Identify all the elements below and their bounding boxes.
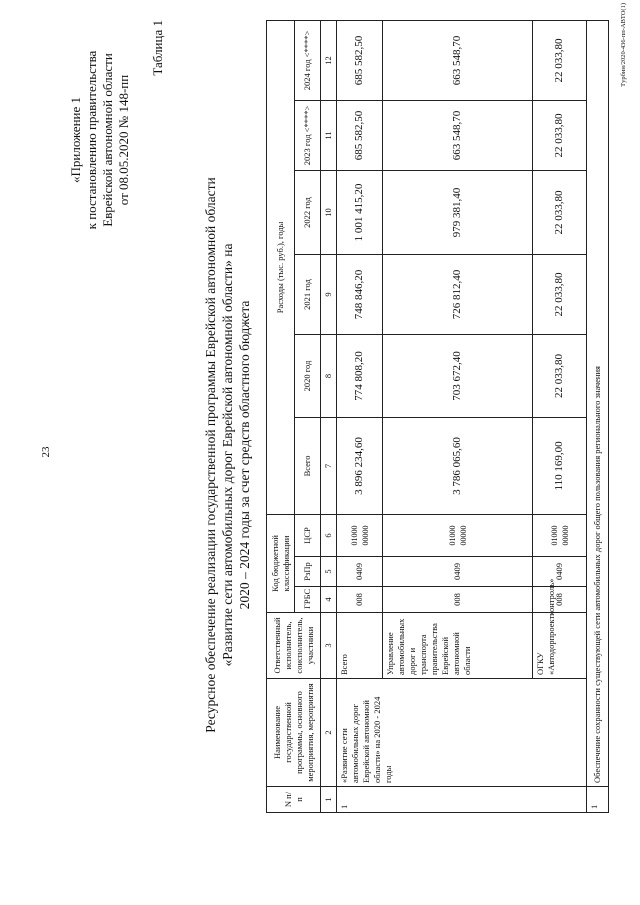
row-2024: 22 033,80 — [533, 20, 587, 100]
header-executor: Ответственный исполнитель, соисполнитель, участники — [267, 613, 321, 679]
table-label: Таблица 1 — [150, 20, 165, 76]
row-executor: ОГКУ «Автодорпроектконтроль» — [533, 613, 587, 679]
header-name: Наименование государственной программы, основного мероприятия, мероприятия — [267, 679, 321, 787]
header-grbs: ГРБС — [295, 587, 321, 613]
row-rzpr: 0409 — [383, 557, 533, 587]
header-2020: 2020 год — [295, 334, 321, 417]
header-2021: 2021 год — [295, 254, 321, 334]
row-2024: 663 548,70 — [383, 20, 533, 100]
appendix-line: «Приложение 1 — [68, 96, 83, 184]
appendix-line: от 08.05.2020 № 148-пп — [116, 74, 131, 206]
program-name: «Развитие сети автомобильных дорог Еврейской автономной области» на 2020 - 2024 годы — [337, 679, 587, 787]
section-title: Обеспечение сохранности существующей сети автомобильных дорог общего пользования регионального значения — [587, 20, 609, 786]
table-row — [587, 20, 609, 812]
row-grbs: 008 — [533, 587, 587, 613]
header-2022: 2022 год — [295, 170, 321, 254]
appendix-block — [68, 20, 132, 260]
header-total: Всего — [295, 417, 321, 514]
row-2023: 685 582,50 — [337, 100, 383, 170]
row-2020: 774 808,20 — [337, 334, 383, 417]
title-line: 2020 – 2024 годы за счет средств областного бюджета — [237, 300, 252, 610]
row-total: 3 786 065,60 — [383, 417, 533, 514]
row-2021: 22 033,80 — [533, 254, 587, 334]
page-number: 23 — [40, 446, 52, 458]
col-number: 9 — [321, 254, 337, 334]
row-executor: Управление автомобильных дорог и транспорта правительства Еврейской автономной области — [383, 613, 533, 679]
header-csr: ЦСР — [295, 514, 321, 556]
row-2022: 22 033,80 — [533, 170, 587, 254]
col-number: 3 — [321, 613, 337, 679]
appendix-line: к постановлению правительства — [84, 50, 99, 230]
header-expenses-group: Расходы (тыс. руб.), годы — [267, 20, 295, 514]
row-csr: 01000 00000 — [533, 514, 587, 556]
col-number: 7 — [321, 417, 337, 514]
col-number: 11 — [321, 100, 337, 170]
row-csr: 01000 00000 — [337, 514, 383, 556]
col-number: 5 — [321, 557, 337, 587]
row-2020: 703 672,40 — [383, 334, 533, 417]
col-number: 12 — [321, 20, 337, 100]
col-number: 4 — [321, 587, 337, 613]
row-total: 3 896 234,60 — [337, 417, 383, 514]
document-title — [202, 135, 253, 775]
header-n: N п/п — [267, 787, 321, 813]
header-2024: 2024 год <****> — [295, 20, 321, 100]
header-rzpr: РзПр — [295, 557, 321, 587]
row-2023: 663 548,70 — [383, 100, 533, 170]
title-line: Ресурсное обеспечение реализации государственной программы Еврейской автономной области — [203, 177, 218, 733]
row-grbs: 008 — [337, 587, 383, 613]
header-code-group: Код бюджетной классификации — [267, 514, 295, 612]
header-2023: 2023 год <****> — [295, 100, 321, 170]
row-grbs: 008 — [383, 587, 533, 613]
col-number: 10 — [321, 170, 337, 254]
col-number: 8 — [321, 334, 337, 417]
row-executor: Всего — [337, 613, 383, 679]
row-2021: 748 846,20 — [337, 254, 383, 334]
row-2022: 979 381,40 — [383, 170, 533, 254]
row-2023: 22 033,80 — [533, 100, 587, 170]
footer-code: Tурбин/2020-436-пп-АВТО(1) — [620, 3, 627, 87]
resource-table — [266, 20, 609, 813]
col-number: 6 — [321, 514, 337, 556]
row-total: 110 169,00 — [533, 417, 587, 514]
row-rzpr: 0409 — [337, 557, 383, 587]
row-csr: 01000 00000 — [383, 514, 533, 556]
col-number: 1 — [321, 787, 337, 813]
row-2021: 726 812,40 — [383, 254, 533, 334]
row-rzpr: 0409 — [533, 557, 587, 587]
row-2020: 22 033,80 — [533, 334, 587, 417]
col-number: 2 — [321, 679, 337, 787]
row-2024: 685 582,50 — [337, 20, 383, 100]
row-2022: 1 001 415,20 — [337, 170, 383, 254]
title-line: «Развитие сети автомобильных дорог Еврейской автономной области» на — [220, 243, 235, 667]
program-number: 1 — [337, 787, 587, 813]
table-row — [337, 20, 383, 812]
appendix-line: Еврейской автономной области — [100, 53, 115, 227]
section-number: 1 — [587, 787, 609, 813]
